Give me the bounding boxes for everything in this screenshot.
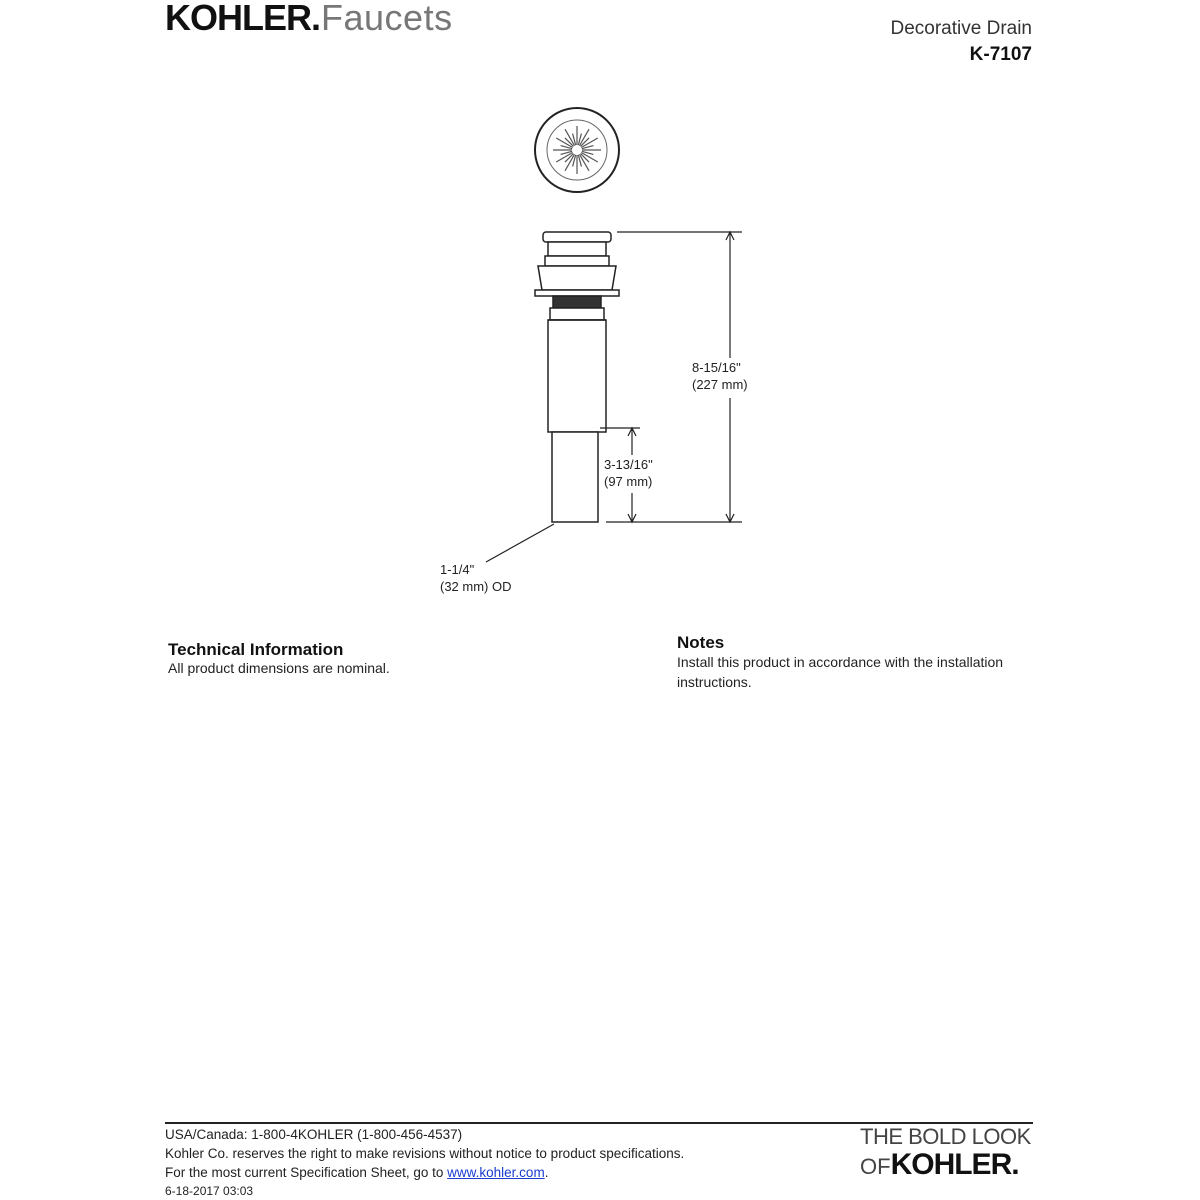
footer-phone: USA/Canada: 1-800-4KOHLER (1-800-456-4537) <box>165 1127 463 1142</box>
brand-name: KOHLER <box>165 0 311 38</box>
tagline-of: OF <box>860 1154 891 1179</box>
footer-date: 6-18-2017 03:03 <box>165 1184 254 1198</box>
notes-heading: Notes <box>677 633 725 652</box>
tail-height-mm-label: (97 mm) <box>604 474 653 489</box>
tagline-bold-look: THE BOLD LOOK <box>860 1124 1031 1149</box>
product-name: Decorative Drain <box>890 18 1032 39</box>
technical-info-heading: Technical Information <box>168 640 344 659</box>
tagline-brand: KOHLER <box>890 1148 1012 1181</box>
footer-current-sheet: For the most current Specification Sheet, go to www.kohler.com. <box>165 1165 549 1180</box>
footer-disclaimer: Kohler Co. reserves the right to make revisions without notice to product specifications. <box>165 1146 685 1161</box>
tail-height-label: 3-13/16" <box>604 457 653 472</box>
drain-top-view <box>535 108 619 192</box>
technical-info-text: All product dimensions are nominal. <box>168 660 390 676</box>
kohler-website-link[interactable]: www.kohler.com <box>447 1165 545 1180</box>
overall-height-label: 8-15/16" <box>692 360 741 375</box>
notes-text: Install this product in accordance with the installation instructions. <box>677 654 1004 690</box>
product-number: K-7107 <box>969 44 1032 65</box>
brand-subtitle: Faucets <box>321 0 453 38</box>
diameter-label: 1-1/4" <box>440 562 475 577</box>
diameter-mm-label: (32 mm) OD <box>440 579 512 594</box>
overall-height-mm-label: (227 mm) <box>692 377 748 392</box>
brand-logo: KOHLER.Faucets <box>165 0 453 36</box>
tagline-of-kohler: OFKOHLER. <box>860 1148 1019 1181</box>
